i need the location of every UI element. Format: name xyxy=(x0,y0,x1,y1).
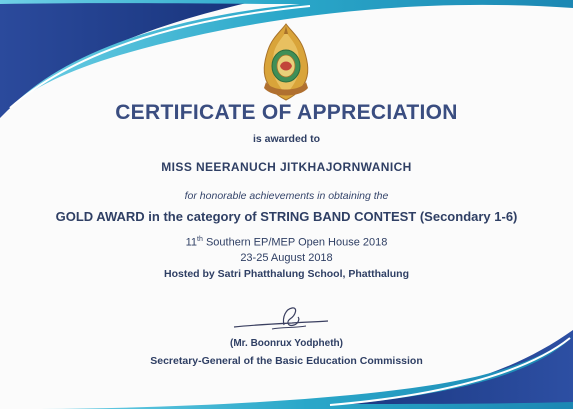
event-name: Southern EP/MEP Open House 2018 xyxy=(205,236,388,249)
awarded-to-text: is awarded to xyxy=(252,133,321,145)
honor-line: for honorable achievements in obtaining the xyxy=(184,190,389,202)
obec-seal-emblem xyxy=(258,22,314,102)
signer-position: Secretary-General of the Basic Education Commission xyxy=(150,355,423,367)
event-line xyxy=(0,236,573,249)
recipient-name: MISS NEERANUCH JITKHAJORNWANICH xyxy=(161,160,412,174)
certificate-title: CERTIFICATE OF APPRECIATION xyxy=(115,101,458,124)
event-number: 11 xyxy=(185,236,198,249)
signature-scribble xyxy=(232,305,332,337)
host-line: Hosted by Satri Phatthalung School, Phatthalung xyxy=(163,268,409,280)
event-suffix: th xyxy=(197,236,203,243)
event-dates: 23-25 August 2018 xyxy=(240,252,333,264)
award-line: GOLD AWARD in the category of STRING BAND CONTEST (Secondary 1-6) xyxy=(55,209,518,224)
signer-name: (Mr. Boonrux Yodpheth) xyxy=(230,338,343,349)
